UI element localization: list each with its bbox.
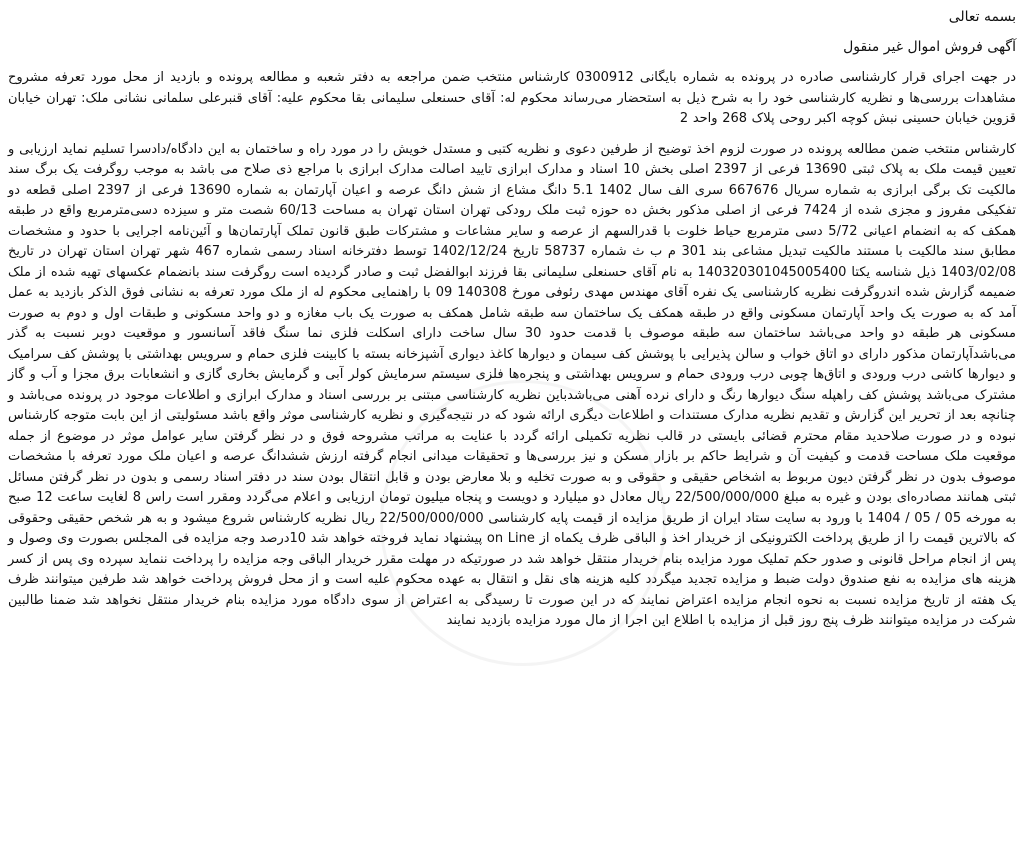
- body-paragraph: کارشناس منتخب ضمن مطالعه پرونده در صورت لزوم اخذ توضیح از طرفین دعوی و نظریه کتبی و مستدل خویش را در مورد راه و ساختمان به این دادگاه/دادسرا تسلیم نماید ارزیابی و تعیین قیمت ملک به پلاک ثبتی 13690 فرعی از 2397 اصلی بخش 10 اسناد و مدارک ابرازی تایید اصالت مدارک ابرازی با مراجع ذی صلاح می باشد به موجب روگرفت یک برگ سند مالکیت تک برگی ابرازی به شماره سریال 667676 سری الف سال 1402 5.1 دانگ مشاع از شش دانگ عرصه و اعیان آپارتمان به شماره 13690 فرعی از 2397 اصلی قطعه دو تفکیکی مفروز و مجزی شده از 7424 فرعی از اصلی مذکور بخش ده حوزه ثبت ملک رودکی تهران استان تهران به مساحت 60/13 شصت متر و سیزده دسی‌مترمربع واقع در طبقه همکف که به انضمام اعیانی 5/72 دسی مترمربع حیاط خلوت با قدرالسهم از عرصه و سایر مشاعات و مشترکات طبق قانون تملک آپارتمان‌ها و آئین‌نامه اجرایی با حدود و مشخصات مطابق سند مالکیت با مستند مالکیت تبدیل مشاعی بند 301 م ب ث شماره 58737 تاریخ 1402/12/24 توسط دفترخانه اسناد رسمی شماره 467 شهر تهران استان تهران در تاریخ 1403/02/08 ذیل شناسه یکتا 140320301045005400 به نام آقای حسنعلی سلیمانی بقا فرزند ابوالفضل ثبت و صادر گردیده است روگرفت سند بانضمام عکسهای تهیه شده از ملک ضمیمه گزارش شده اندروگرفت نظریه کارشناسی یک نفره آقای مهندس مهدی رئوفی مورخ 140308 09 با راهنمایی محکوم له از ملک مورد تعرفه به نشانی فوق الذکر بازدید به عمل آمد که به صورت یک واحد آپارتمان مسکونی واقع در طبقه همکف یک ساختمان سه طبقه شامل همکف به صورت یک باب مغازه و دو واحد مسکونی و طبقات اول و دوم به صورت مسکونی هر طبقه دو واحد می‌باشد ساختمان سه طبقه موصوف با قدمت حدود 30 سال ساخت دارای اسکلت فلزی نما سنگ فاقد آسانسور و موقعیت دوبر نسبت به گذر می‌باشدآپارتمان مذکور دارای دو اتاق خواب و سالن پذیرایی با پوشش کف سیمان و دیوارها کاغذ دیواری آشپزخانه بسته با کابینت فلزی حمام و سرویس بهداشتی با پوشش کف سرامیک و دیوارها کاشی درب ورودی و اتاق‌ها چوبی درب ورودی حمام و سرویس بهداشتی و پنجره‌ها فلزی سیستم سرمایش کولر آبی و گرمایش بخاری گازی و انشعابات برق مجزا و آب و گاز مشترک می‌باشد پوشش کف راهپله سنگ دیوارها رنگ و دارای نرده آهنی می‌باشدباین نظریه کارشناسی مبتنی بر بررسی اسناد و مدارک ابرازی و اطلاعات موجود در پرونده می‌باشد و چنانچه بعد از تحریر این گزارش و تقدیم نظریه مدارک مستندات و اطلاعات دیگری ارائه شود که در نتیجه‌گیری و نظریه کارشناسی موثر واقع باشد مسئولیتی از این بابت متوجه کارشناس نبوده و در صورت صلاحدید مقام محترم قضائی بایستی در قالب نظریه تکمیلی ارائه گردد با عنایت به مراتب مشروحه فوق و در نظر گرفتن سایر عوامل موثر در موضوع از جمله موقعیت ملک مساحت قدمت و کیفیت آن و شرایط حاکم بر بازار مسکن و نیز بررسی‌ها و تحقیقات میدانی انجام گرفته ارزش ششدانگ عرصه و اعیان ملک مورد تعرفه با مشخصات موصوف بدون در نظر گرفتن دیون مربوط به اشخاص حقیقی و حقوقی و به صورت تخلیه و بلا معارض بودن و قابل انتقال بودن سند در دفتر اسناد رسمی و بدون در نظر گرفتن مسائل ثبتی همانند مصادره‌ای بودن و غیره به مبلغ 22/500/000/000 ریال معادل دو میلیارد و دویست و پنجاه میلیون تومان ارزیابی و اعلام می‌گردد ومقرر است راس 8 لغایت ساعت 12 صبح به مورخه 05 / 05 / 1404 با ورود به سایت ستاد ایران از طریق مزایده از قیمت پایه کارشناسی 22/500/000/000 ریال نظریه کارشناس شروع میشود و به هر شخص حقیقی وحقوقی که بالاترین قیمت را از طریق پرداخت الکترونیکی از خریدار اخذ و الباقی ظرف یکماه از on Line پیشنهاد نماید فروخته خواهد شد 10درصد وجه مزایده فی المجلس بصورت وی وصول و پس از انجام مراحل قانونی و صدور حکم تملیک مورد مزایده بنام خریدار منتقل خواهد شد در صورتیکه در مهلت مقرر خریدار الباقی وجه مزایده را پرداخت ننماید سپرده وی پس از کسر هزینه های مزایده به نفع صندوق دولت ضبط و مزایده تجدید میگردد کلیه هزینه های نقل و انتقال به عهده محکوم علیه است و از محل فروش پرداخت خواهد شد طرفین میتوانند ظرف یک هفته از تاریخ مزایده نسبت به نحوه انجام مزایده اعتراض نمایند که در این صورت تا رسیدگی به اعتراض از سوی دادگاه مورد مزایده بنام خریدار منتقل نخواهد شد ضمنا طالبین شرکت در مزایده میتوانند ظرف پنج روز قبل از مزایده با اطلاع این اجرا از مال مورد مزایده بازدید نمایند: [8, 141, 1017, 628]
- basmala-heading: بسمه تعالی: [948, 9, 1016, 25]
- notice-title: آگهی فروش اموال غیر منقول: [843, 39, 1016, 55]
- intro-paragraph: در جهت اجرای قرار کارشناسی صادره در پرونده به شماره بایگانی 0300912 کارشناس منتخب ضمن مراجعه به دفتر شعبه و مطالعه پرونده و بازدید از محل مورد تعرفه مشروح مشاهدات بررسی‌ها و نظریه کارشناسی خود را به شرح ذیل به استحضار می‌رساند محکوم له: آقای حسنعلی سلیمانی بقا محکوم علیه: آقای قنبرعلی سلمانی نشانی ملک: تهران خیابان قزوین خیابان حسینی نبش کوچه اکبر روحی پلاک 268 واحد 2: [8, 70, 1016, 126]
